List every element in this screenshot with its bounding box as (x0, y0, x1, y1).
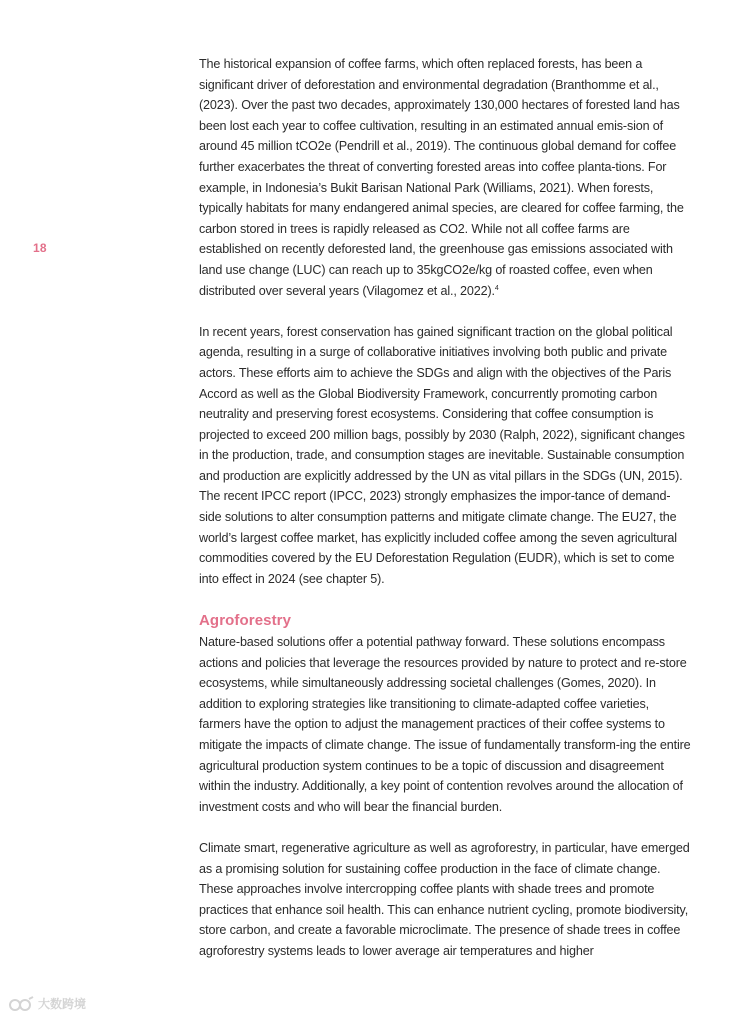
paragraph-deforestation-text: The historical expansion of coffee farms, which often replaced forests, has been a significant driver of deforestation and environmental degradation (Branthomme et al., (2023). Over the past two decades, approximately 130,000 hectares of forested land has been lost each year to coffee cultivation, resulting in an estimated annual emis-sion of around 45 million tCO2e (Pendrill et al., 2019). The continuous global demand for coffee further exacerbates the threat of converting forested areas into coffee planta-tions. For example, in Indonesia’s Bukit Barisan National Park (Williams, 2021). When forests, typically habitats for many endangered animal species, are cleared for coffee farming, the carbon stored in trees is rapidly released as CO2. While not all coffee farms are established on recently deforested land, the greenhouse gas emissions associated with land use change (LUC) can reach up to 35kgCO2e/kg of roasted coffee, even when distributed over several years (Vilagomez et al., 2022). (199, 57, 684, 298)
document-body (199, 54, 691, 962)
watermark-logo-icon (8, 996, 34, 1012)
section-heading-agroforestry: Agroforestry (199, 612, 292, 630)
paragraph-climate-smart-agriculture: Climate smart, regenerative agriculture as well as agroforestry, in particular, have emerged as a promising solution for sustaining coffee production in the face of climate change. These approaches involve intercropping coffee plants with shade trees and promote practices that enhance soil health. This can enhance nutrient cycling, promote biodiversity, store carbon, and create a favorable microclimate. The presence of shade trees in coffee agroforestry systems leads to lower average air temperatures and higher (199, 840, 690, 958)
paragraph-nature-based-solutions: Nature-based solutions offer a potential pathway forward. These solutions encompass actions and policies that leverage the resources provided by nature to protect and re-store ecosystems, while simultaneously addressing societal challenges (Gomes, 2020). In addition to exploring strategies like transitioning to climate-adapted coffee varieties, farmers have the option to adjust the management practices of their coffee systems to mitigate the impacts of climate change. The issue of fundamentally transform-ing the entire agricultural production system continues to be a topic of discussion and disagreement within the industry. Additionally, a key point of contention revolves around the allocation of investment costs and who will bear the financial burden. (199, 635, 691, 814)
paragraph-forest-conservation: In recent years, forest conservation has gained significant traction on the global political agenda, resulting in a surge of collaborative initiatives involving both public and private actors. These efforts aim to achieve the SDGs and align with the objectives of the Paris Accord as well as the Global Biodiversity Framework, concurrently promoting carbon neutrality and preserving forest ecosystems. Considering that coffee consumption is projected to exceed 200 million bags, possibly by 2030 (Ralph, 2022), significant changes in the production, trade, and consumption stages are inevitable. Sustainable consumption and production are explicitly addressed by the UN as vital pillars in the SDGs (UN, 2015). The recent IPCC report (IPCC, 2023) strongly emphasizes the impor-tance of demand-side solutions to alter consumption patterns and mitigate climate change. The EU27, the world’s largest coffee market, has explicitly included coffee among the seven agricultural commodities covered by the EU Deforestation Regulation (EUDR), which is set to come into effect in 2024 (see chapter 5). (199, 324, 685, 586)
paragraph-deforestation (199, 54, 691, 301)
watermark (8, 995, 86, 1012)
watermark-text: 大数跨境 (38, 997, 87, 1011)
page-number: 18 (33, 241, 47, 255)
footnote-marker[interactable]: 4 (494, 284, 499, 292)
section-spacer (199, 589, 691, 610)
